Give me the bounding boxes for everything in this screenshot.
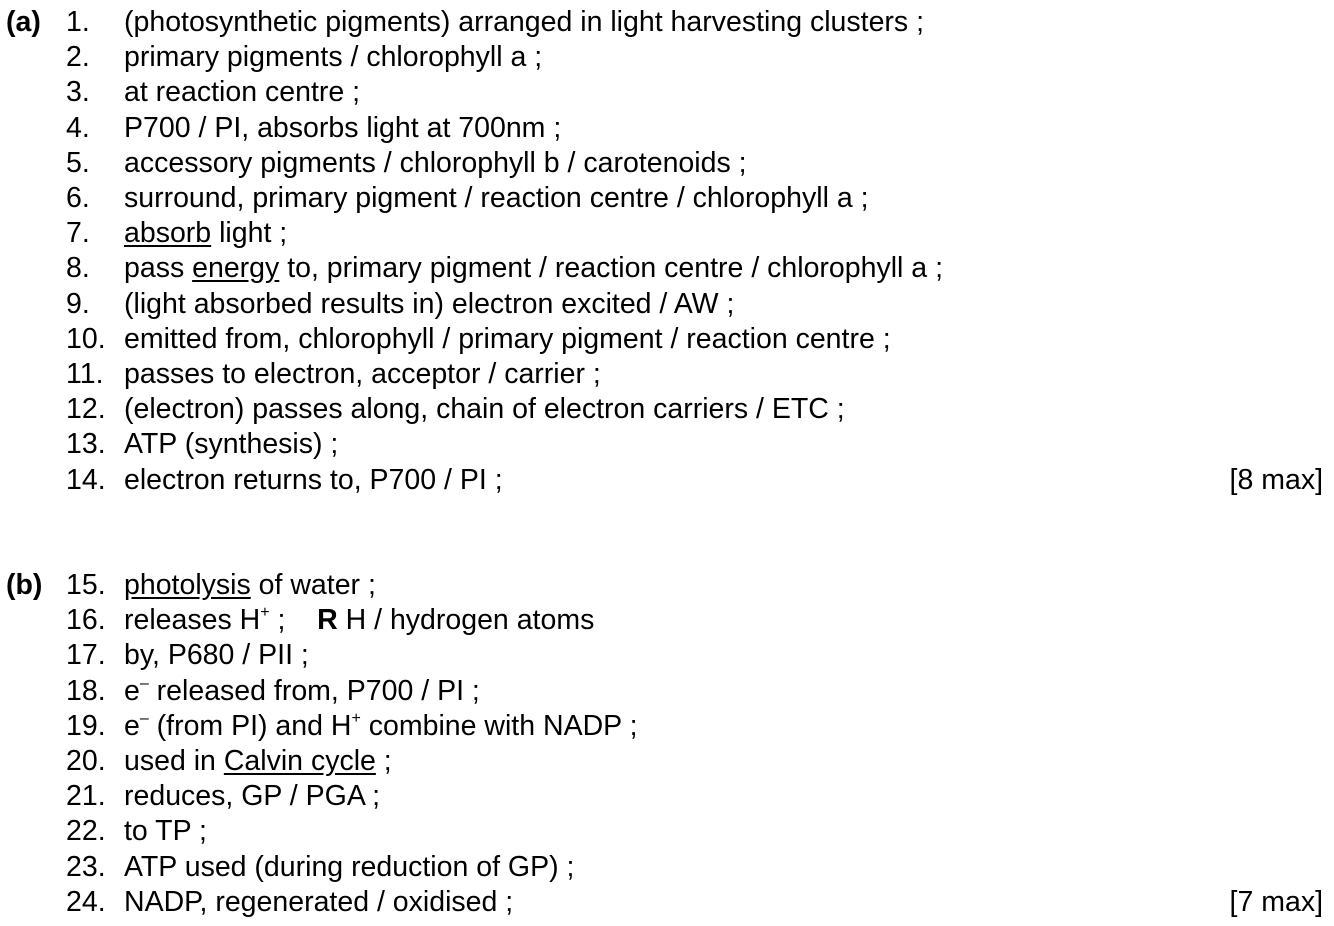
item-text: at reaction centre ; xyxy=(124,76,361,109)
item-text: NADP, regenerated / oxidised ; xyxy=(124,885,514,918)
list-item xyxy=(0,568,1334,603)
list-item xyxy=(0,463,1334,498)
item-text: (electron) passes along, chain of electron carriers / ETC ; xyxy=(124,393,845,426)
item-text: primary pigments / chlorophyll a ; xyxy=(124,41,543,74)
list-item xyxy=(0,814,1334,849)
item-number: 12. xyxy=(66,393,106,426)
item-text: to TP ; xyxy=(124,815,207,848)
item-text: (photosynthetic pigments) arranged in light harvesting clusters ; xyxy=(124,6,924,38)
list-item xyxy=(0,216,1334,251)
item-number: 17. xyxy=(66,639,106,672)
item-number: 15. xyxy=(66,569,106,601)
item-number: 16. xyxy=(66,604,106,637)
list-item xyxy=(0,603,1334,638)
list-item xyxy=(0,75,1334,110)
item-text: accessory pigments / chlorophyll b / carotenoids ; xyxy=(124,146,747,179)
item-number: 21. xyxy=(66,780,106,813)
item-number: 24. xyxy=(66,885,106,918)
item-number: 4. xyxy=(66,111,90,144)
item-number: 6. xyxy=(66,182,90,214)
item-text: reduces, GP / PGA ; xyxy=(124,780,381,813)
list-item xyxy=(0,638,1334,673)
item-number: 14. xyxy=(66,463,106,496)
item-text: pass energy to, primary pigment / reaction centre / chlorophyll a ; xyxy=(124,252,943,285)
item-text: surround, primary pigment / reaction centre / chlorophyll a ; xyxy=(124,182,869,214)
item-number: 23. xyxy=(66,850,106,883)
list-item xyxy=(0,850,1334,885)
item-text: used in Calvin cycle ; xyxy=(124,745,392,777)
list-item xyxy=(0,322,1334,357)
item-number: 18. xyxy=(66,674,106,707)
list-item xyxy=(0,40,1334,75)
list-item xyxy=(0,111,1334,146)
list-item xyxy=(0,674,1334,709)
item-number: 11. xyxy=(66,358,104,390)
max-marks: [7 max] xyxy=(1229,885,1323,918)
list-item xyxy=(0,709,1334,744)
item-number: 22. xyxy=(66,815,106,848)
item-text: releases H+ ; R H / hydrogen atoms xyxy=(124,604,595,637)
list-item xyxy=(0,779,1334,814)
item-number: 9. xyxy=(66,287,90,320)
item-text: passes to electron, acceptor / carrier ; xyxy=(124,358,601,390)
item-number: 3. xyxy=(66,76,90,109)
list-item xyxy=(0,357,1334,392)
item-number: 7. xyxy=(66,217,90,250)
item-number: 13. xyxy=(66,428,106,461)
item-text: electron returns to, P700 / PI ; xyxy=(124,463,503,496)
list-item xyxy=(0,5,1334,40)
item-number: 2. xyxy=(66,41,90,74)
list-item xyxy=(0,287,1334,322)
max-marks: [8 max] xyxy=(1229,463,1323,496)
item-text: by, P680 / PII ; xyxy=(124,639,309,672)
item-text: photolysis of water ; xyxy=(124,569,376,601)
list-item xyxy=(0,744,1334,779)
item-number: 5. xyxy=(66,146,90,179)
list-item xyxy=(0,392,1334,427)
list-item xyxy=(0,427,1334,462)
list-item xyxy=(0,181,1334,216)
list-item xyxy=(0,146,1334,181)
item-number: 20. xyxy=(66,745,106,777)
section-label: (a) xyxy=(6,6,41,38)
item-text: e– released from, P700 / PI ; xyxy=(124,674,480,707)
item-text: ATP (synthesis) ; xyxy=(124,428,339,461)
item-text: P700 / PI, absorbs light at 700nm ; xyxy=(124,111,562,144)
item-number: 19. xyxy=(66,709,106,742)
item-text: (light absorbed results in) electron excited / AW ; xyxy=(124,287,735,320)
list-item xyxy=(0,251,1334,286)
item-number: 10. xyxy=(66,322,106,355)
list-item xyxy=(0,885,1334,920)
item-text: ATP used (during reduction of GP) ; xyxy=(124,850,575,883)
item-text: e– (from PI) and H+ combine with NADP ; xyxy=(124,709,638,742)
item-number: 8. xyxy=(66,252,90,285)
section-label: (b) xyxy=(6,569,43,601)
item-text: emitted from, chlorophyll / primary pigment / reaction centre ; xyxy=(124,322,891,355)
item-text: absorb light ; xyxy=(124,217,288,250)
item-number: 1. xyxy=(66,6,90,38)
